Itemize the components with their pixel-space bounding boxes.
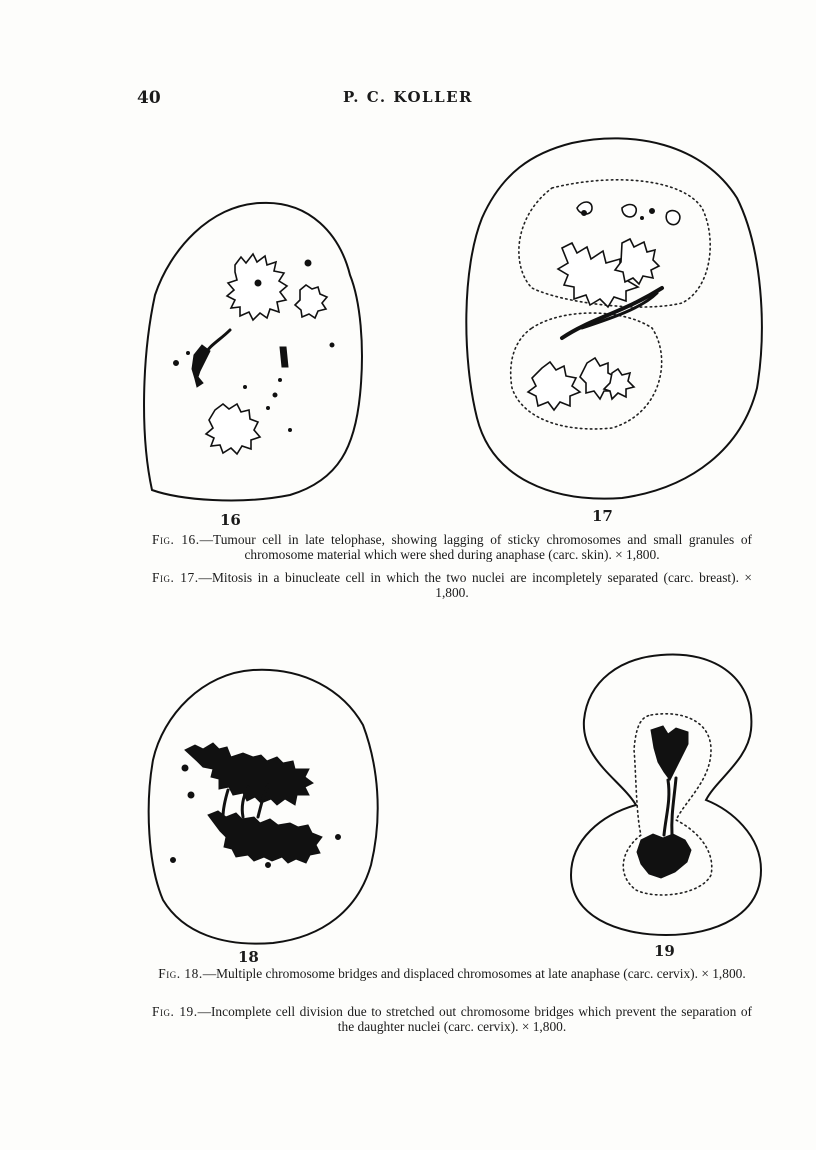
figure-16-number: 16 xyxy=(220,511,241,529)
caption-fig-18 xyxy=(152,966,752,981)
figure-19-drawing xyxy=(566,650,776,940)
caption-fig-19 xyxy=(152,1004,752,1034)
caption-fig-18-text: —Multiple chromosome bridges and displaced chromosomes at late anaphase (carc. cervix). × 1,800. xyxy=(202,966,746,981)
caption-fig-16 xyxy=(152,532,752,562)
caption-fig-19-label: Fig. 19. xyxy=(152,1004,198,1019)
caption-fig-17-text: —Mitosis in a binucleate cell in which the two nuclei are incompletely separated (carc. breast). × 1,800. xyxy=(198,570,752,600)
caption-fig-19-text: —Incomplete cell division due to stretched out chromosome bridges which prevent the separation of the daughter nuclei (carc. cervix). × 1,800. xyxy=(197,1004,752,1034)
figure-16-drawing xyxy=(140,195,380,505)
caption-fig-18-label: Fig. 18. xyxy=(158,966,203,981)
running-head: P. C. KOLLER xyxy=(342,88,474,106)
figure-17-number: 17 xyxy=(592,507,613,525)
caption-fig-16-label: Fig. 16. xyxy=(152,532,200,547)
figure-18-number: 18 xyxy=(238,948,259,966)
caption-fig-17-label: Fig. 17. xyxy=(152,570,199,585)
caption-fig-16-text: —Tumour cell in late telophase, showing lagging of sticky chromosomes and small granules of chromosome material which were shed during anaphase (carc. skin). × 1,800. xyxy=(199,532,752,562)
figure-19-number: 19 xyxy=(654,942,675,960)
figure-18-drawing xyxy=(143,665,383,950)
caption-fig-17 xyxy=(152,570,752,600)
page-number: 40 xyxy=(137,88,161,108)
figure-17-drawing xyxy=(462,128,772,503)
